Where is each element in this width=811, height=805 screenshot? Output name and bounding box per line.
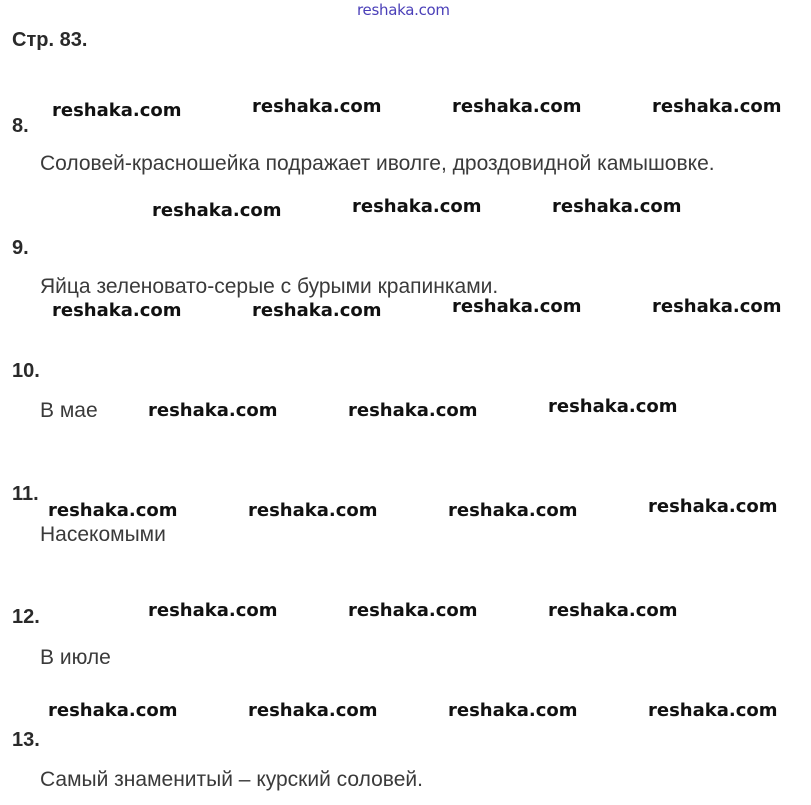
answer-13: Самый знаменитый – курский соловей.: [40, 768, 423, 791]
watermark-text: reshaka.com: [648, 496, 778, 517]
watermark-text: reshaka.com: [148, 400, 278, 421]
question-number-13: 13.: [12, 729, 40, 751]
watermark-text: reshaka.com: [152, 200, 282, 221]
page-title: Стр. 83.: [12, 29, 88, 51]
watermark-text: reshaka.com: [548, 600, 678, 621]
question-number-9: 9.: [12, 237, 29, 259]
answer-10: В мае: [40, 399, 98, 422]
watermark-text: reshaka.com: [252, 300, 382, 321]
question-number-12: 12.: [12, 606, 40, 628]
answer-9: Яйца зеленовато-серые с бурыми крапинками.: [40, 275, 499, 298]
watermark-text: reshaka.com: [348, 600, 478, 621]
watermark-text: reshaka.com: [648, 700, 778, 721]
watermark-text: reshaka.com: [252, 96, 382, 117]
watermark-text: reshaka.com: [148, 600, 278, 621]
watermark-text: reshaka.com: [552, 196, 682, 217]
watermark-text: reshaka.com: [52, 100, 182, 121]
watermark-text: reshaka.com: [652, 96, 782, 117]
question-number-10: 10.: [12, 360, 40, 382]
watermark-text: reshaka.com: [448, 500, 578, 521]
watermark-text: reshaka.com: [348, 400, 478, 421]
question-number-8: 8.: [12, 115, 29, 137]
question-number-11: 11.: [12, 483, 39, 505]
watermark-text: reshaka.com: [48, 700, 178, 721]
watermark-text: reshaka.com: [248, 500, 378, 521]
watermark-text: reshaka.com: [452, 96, 582, 117]
watermark-text: reshaka.com: [652, 296, 782, 317]
watermark-text: reshaka.com: [448, 700, 578, 721]
watermark-text: reshaka.com: [352, 196, 482, 217]
answer-11: Насекомыми: [40, 523, 166, 546]
watermark-text: reshaka.com: [52, 300, 182, 321]
watermark-text: reshaka.com: [248, 700, 378, 721]
site-header-link[interactable]: reshaka.com: [357, 1, 450, 19]
answer-12: В июле: [40, 646, 111, 669]
watermark-text: reshaka.com: [548, 396, 678, 417]
answer-8: Соловей-красношейка подражает иволге, дроздовидной камышовке.: [40, 152, 715, 175]
watermark-text: reshaka.com: [48, 500, 178, 521]
watermark-text: reshaka.com: [452, 296, 582, 317]
